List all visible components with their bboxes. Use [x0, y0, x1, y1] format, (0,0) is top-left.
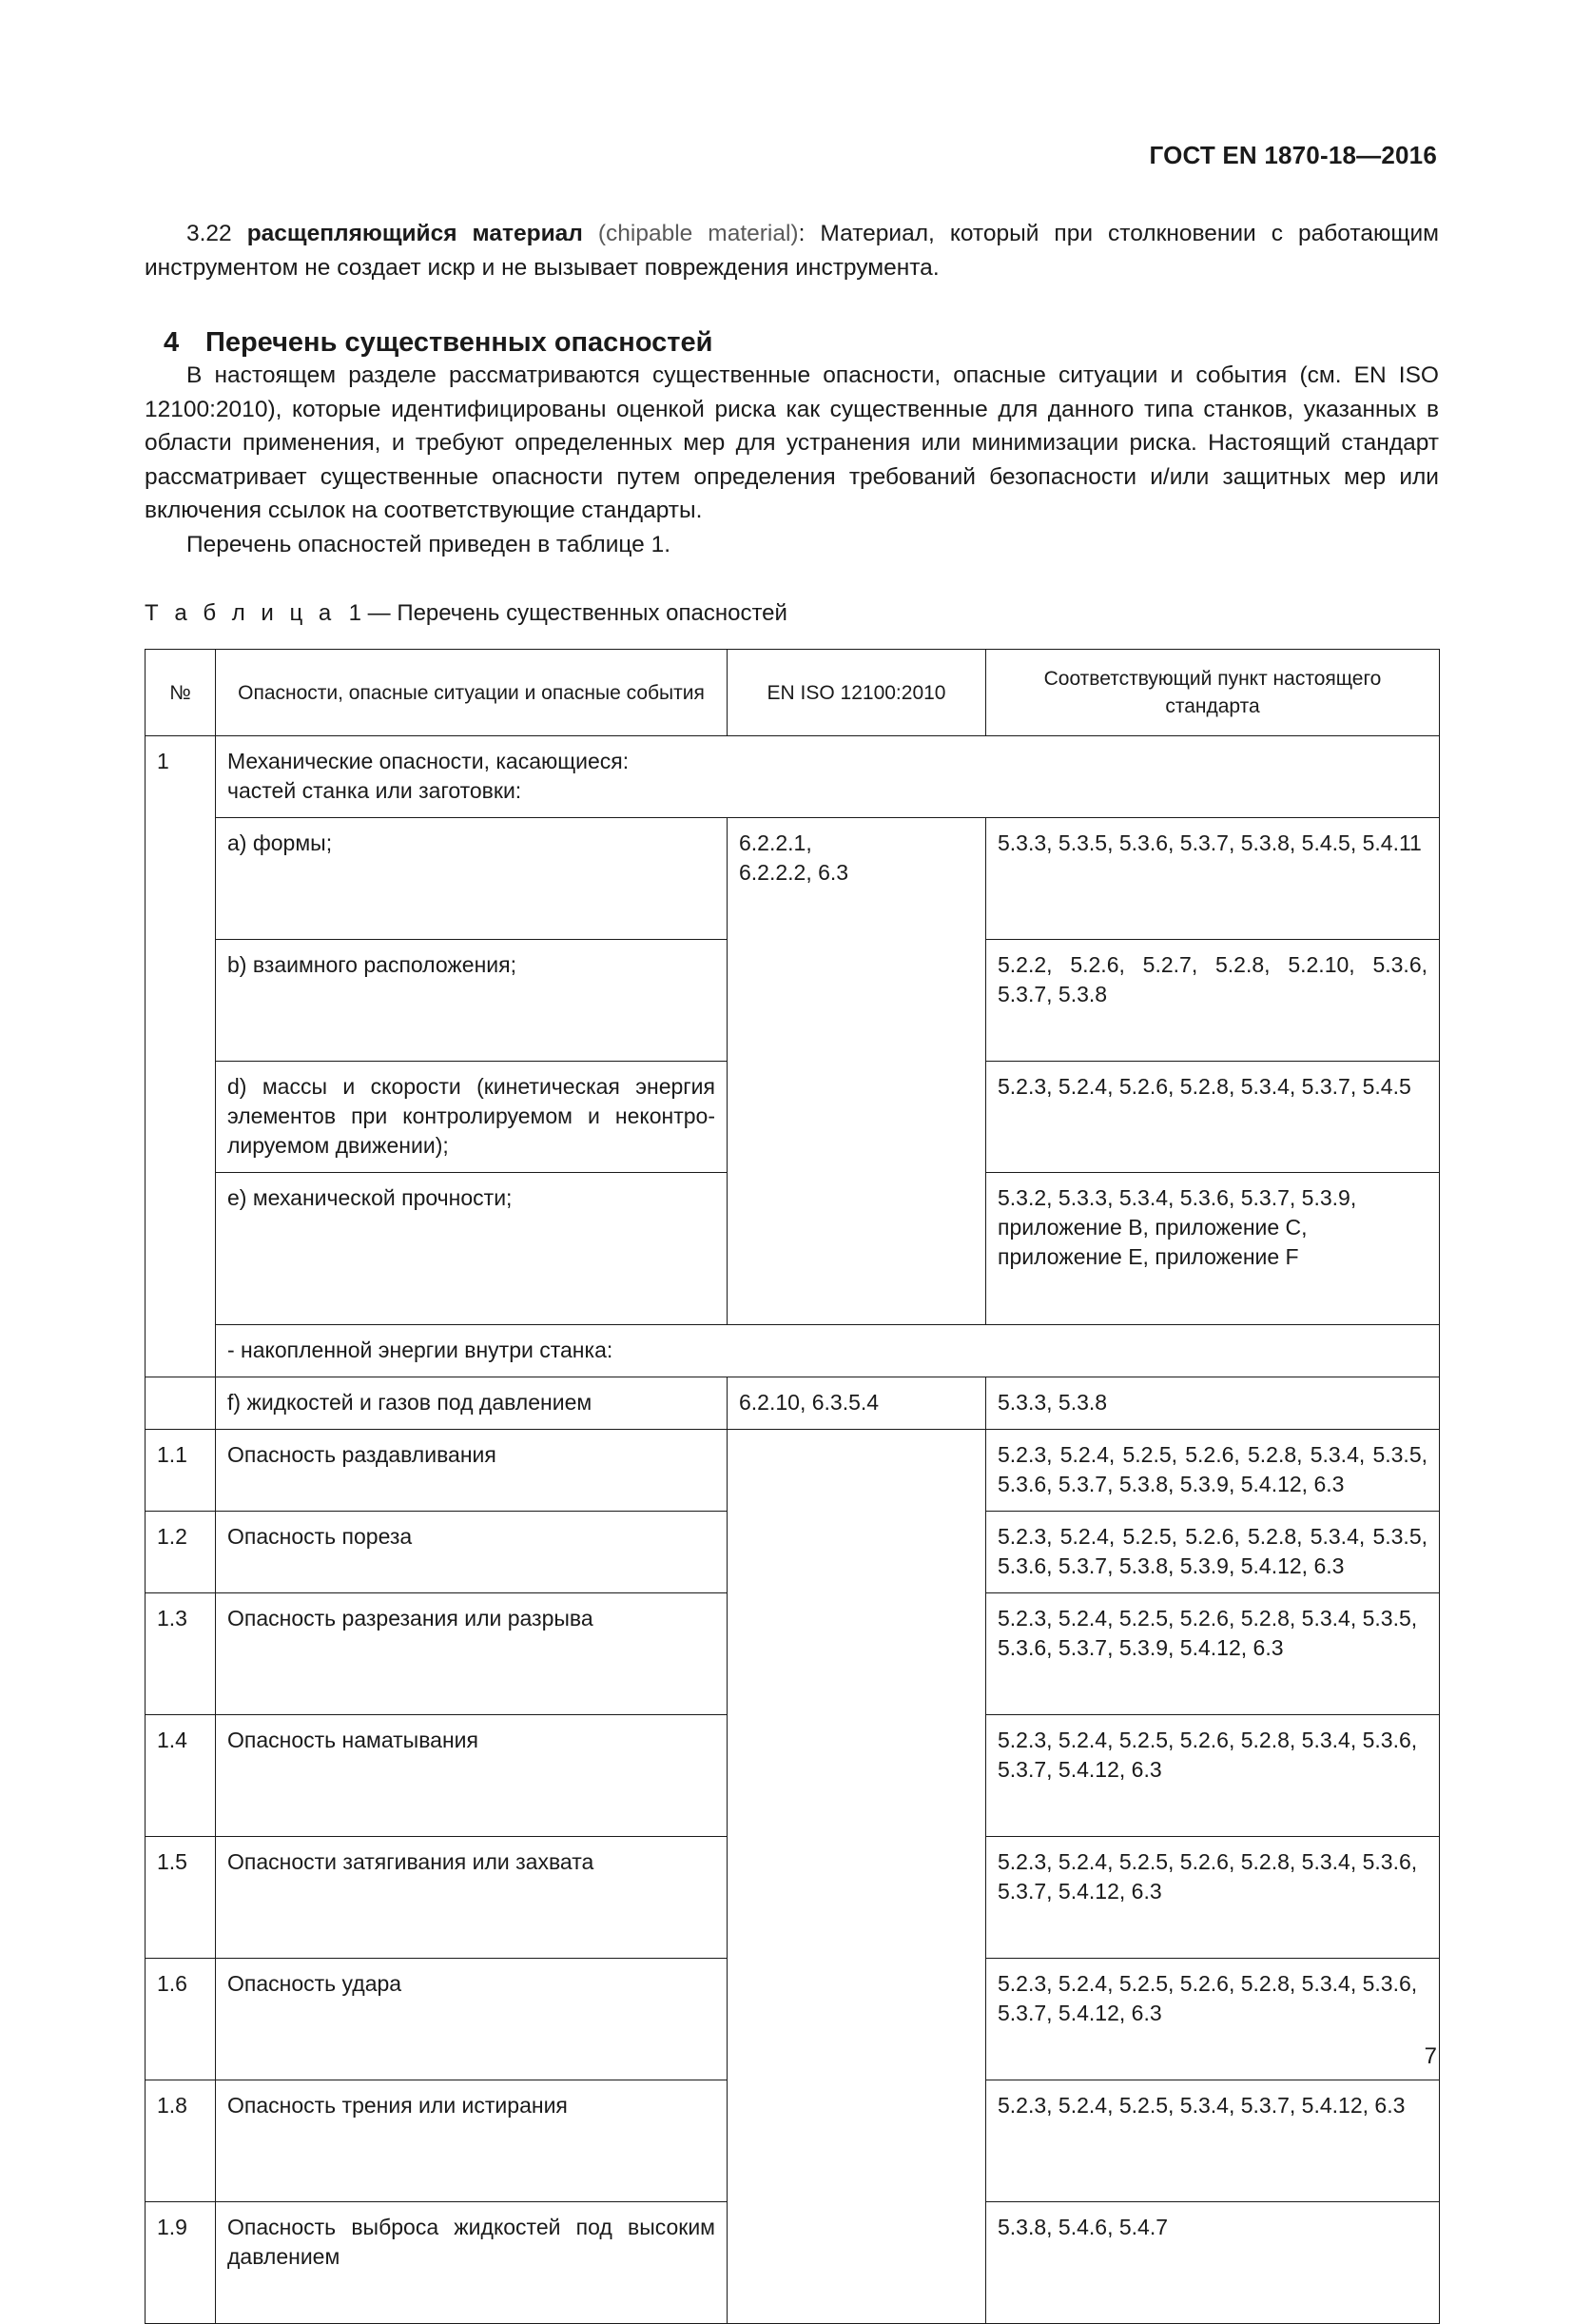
row-description-cell: b) взаимного расположения; [216, 940, 728, 1062]
term-definition-paragraph [145, 217, 1439, 284]
table-caption-title: Перечень существенных опасностей [397, 600, 787, 626]
row-number-cell: 1 [146, 736, 216, 1377]
column-header-standard-clause: Соответствующий пункт настоящего стандарта [986, 650, 1440, 736]
table-header [146, 650, 1440, 736]
page-number: 7 [1424, 2043, 1437, 2069]
column-header-no: № [146, 650, 216, 736]
row-description-cell: e) механической прочности; [216, 1173, 728, 1325]
table-row [146, 1325, 1440, 1377]
row-description-cell: f) жидкостей и газов под давлением [216, 1377, 728, 1430]
table-row [146, 818, 1440, 940]
row-description-cell [216, 736, 1440, 818]
row-standard-clause-cell: 5.2.3, 5.2.4, 5.2.5, 5.2.6, 5.2.8, 5.3.4, 5.3.6, 5.3.7, 5.4.12, 6.3 [986, 1837, 1440, 1959]
column-header-hazards: Опасности, опасные ситуации и опасные события [216, 650, 728, 736]
row-description-cell: - накопленной энергии внутри станка: [216, 1325, 1440, 1377]
row-standard-clause-cell: 5.3.3, 5.3.8 [986, 1377, 1440, 1430]
row-number-cell: 1.6 [146, 1959, 216, 2080]
table-body [146, 736, 1440, 2324]
row-description-cell: Опасность пореза [216, 1512, 728, 1593]
row-standard-clause-cell: 5.3.2, 5.3.3, 5.3.4, 5.3.6, 5.3.7, 5.3.9, приложение B, приложение C, приложение E, приложение F [986, 1173, 1440, 1325]
row-standard-clause-cell: 5.3.3, 5.3.5, 5.3.6, 5.3.7, 5.3.8, 5.4.5, 5.4.11 [986, 818, 1440, 940]
row-number-cell: 1.4 [146, 1715, 216, 1837]
column-header-en-iso: EN ISO 12100:2010 [728, 650, 986, 736]
row-en-iso-cell: 6.2.10, 6.3.5.4 [728, 1377, 986, 1430]
row-description-cell: Опасность трения или истирания [216, 2080, 728, 2202]
row-number-cell: 1.1 [146, 1430, 216, 1512]
table-row [146, 1377, 1440, 1430]
row-description-line-1: Механические опасности, касающиеся: [227, 749, 630, 773]
row-number-cell: 1.8 [146, 2080, 216, 2202]
row-number-cell: 1.2 [146, 1512, 216, 1593]
row-standard-clause-cell: 5.2.3, 5.2.4, 5.2.5, 5.2.6, 5.2.8, 5.3.4, 5.3.6, 5.3.7, 5.4.12, 6.3 [986, 1715, 1440, 1837]
row-standard-clause-cell: 5.2.3, 5.2.4, 5.2.5, 5.2.6, 5.2.8, 5.3.4, 5.3.5, 5.3.6, 5.3.7, 5.3.9, 5.4.12, 6.3 [986, 1593, 1440, 1715]
row-number-cell: 1.9 [146, 2202, 216, 2324]
section-number: 4 [164, 327, 180, 358]
row-standard-clause-cell: 5.2.3, 5.2.4, 5.2.5, 5.2.6, 5.2.8, 5.3.4, 5.3.6, 5.3.7, 5.4.12, 6.3 [986, 1959, 1440, 2080]
row-description-cell: Опасность раздавливания [216, 1430, 728, 1512]
row-description-cell: Опасность наматывания [216, 1715, 728, 1837]
table-header-row [146, 650, 1440, 736]
row-description-cell: Опасность удара [216, 1959, 728, 2080]
term-english-equivalent: (chipable material) [597, 221, 799, 246]
table-row [146, 736, 1440, 818]
section-paragraph-2 [145, 528, 1439, 562]
row-description-cell: Опасность выброса жидкостей под высоким давлением [216, 2202, 728, 2324]
table-row [146, 1430, 1440, 1512]
section-paragraph-2-text: Перечень опасностей приведен в таблице 1. [186, 531, 670, 557]
section-paragraph-1 [145, 359, 1439, 528]
term-number: 3.22 [186, 221, 232, 246]
row-standard-clause-cell: 5.2.3, 5.2.4, 5.2.6, 5.2.8, 5.3.4, 5.3.7, 5.4.5 [986, 1062, 1440, 1173]
row-description-cell: a) формы; [216, 818, 728, 940]
running-header-standard-id: ГОСТ EN 1870-18—2016 [1149, 141, 1437, 169]
table-caption-dash: — [367, 600, 391, 626]
row-number-cell: 1.5 [146, 1837, 216, 1959]
table-caption-label: Т а б л и ц а [145, 600, 337, 626]
row-number-cell: 1.3 [146, 1593, 216, 1715]
row-standard-clause-cell: 5.2.2, 5.2.6, 5.2.7, 5.2.8, 5.2.10, 5.3.6, 5.3.7, 5.3.8 [986, 940, 1440, 1062]
row-en-iso-cell [728, 1430, 986, 2324]
term-name: расщепляющийся материал [246, 221, 583, 246]
section-heading [145, 326, 1439, 359]
section-paragraph-1-text: В настоящем разделе рассматриваются существенные опасности, опасные ситуации и события (см. EN ISO 12100:2010), которые идентифицированы оценкой риска как существенные для данного типа станков, указанных в области применения, и требуют определенных мер для устранения или минимизации риска. Настоящий стандарт рассматривает существенные опасности путем определения требований безопасности и/или защитных мер или включения ссылок на соответствующие стандарты. [145, 362, 1439, 523]
row-description-line-2: частей станка или заготовки: [227, 778, 522, 803]
row-standard-clause-cell: 5.2.3, 5.2.4, 5.2.5, 5.2.6, 5.2.8, 5.3.4, 5.3.5, 5.3.6, 5.3.7, 5.3.8, 5.3.9, 5.4.12, 6.3 [986, 1512, 1440, 1593]
page-content [145, 217, 1439, 2324]
row-description-cell: Опасность разрезания или разрыва [216, 1593, 728, 1715]
row-description-cell: d) массы и скорости (кинетическая энергия элементов при контролируемом и неконтролируемом движении); [216, 1062, 728, 1173]
row-en-iso-cell: 6.2.2.1, 6.2.2.2, 6.3 [728, 818, 986, 1325]
row-standard-clause-cell: 5.2.3, 5.2.4, 5.2.5, 5.2.6, 5.2.8, 5.3.4, 5.3.5, 5.3.6, 5.3.7, 5.3.8, 5.3.9, 5.4.12, 6.3 [986, 1430, 1440, 1512]
term-definition-text: : Материал, который при столкновении с работающим инструментом не создает искр и не вызывает повреждения инструмента. [145, 221, 1440, 281]
row-description-cell: Опасности затягивания или захвата [216, 1837, 728, 1959]
hazards-table [145, 649, 1440, 2324]
row-standard-clause-cell: 5.2.3, 5.2.4, 5.2.5, 5.3.4, 5.3.7, 5.4.12, 6.3 [986, 2080, 1440, 2202]
table-caption [145, 599, 1439, 628]
row-standard-clause-cell: 5.3.8, 5.4.6, 5.4.7 [986, 2202, 1440, 2324]
section-title-text: Перечень существенных опасностей [205, 327, 713, 358]
row-number-cell [146, 1377, 216, 1430]
table-caption-number: 1 [348, 600, 361, 626]
